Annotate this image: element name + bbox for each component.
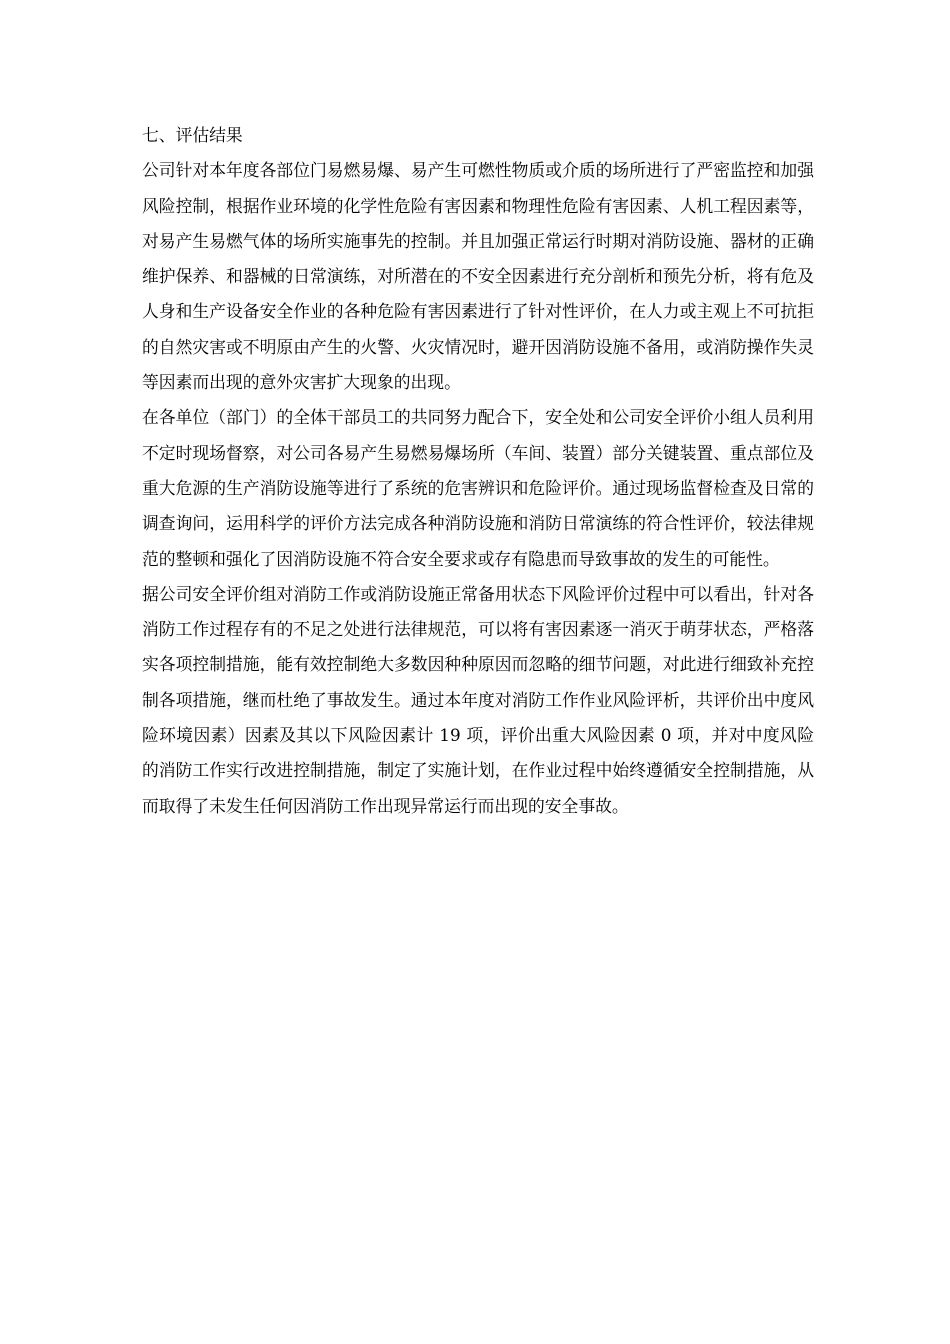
paragraph-2: 在各单位（部门）的全体干部员工的共同努力配合下，安全处和公司安全评价小组人员利用不定时现场督察，对公司各易产生易燃易爆场所（车间、装置）部分关键装置、重点部位及重大危源的生产消防设施等进行了系统的危害辨识和危险评价。通过现场监督检查及日常的调查询问，运用科学的评价方法完成各种消防设施和消防日常演练的符合性评价，较法律规范的整顿和强化了因消防设施不符合安全要求或存有隐患而导致事故的发生的可能性。	[142, 407, 814, 569]
document-body	[142, 118, 814, 824]
section-heading: 七、评估结果	[142, 125, 243, 145]
paragraph-1: 公司针对本年度各部位门易燃易爆、易产生可燃性物质或介质的场所进行了严密监控和加强风险控制，根据作业环境的化学性危险有害因素和物理性危险有害因素、人机工程因素等，对易产生易燃气体的场所实施事先的控制。并且加强正常运行时期对消防设施、器材的正确维护保养、和器械的日常演练，对所潜在的不安全因素进行充分剖析和预先分析，将有危及人身和生产设备安全作业的各种危险有害因素进行了针对性评价，在人力或主观上不可抗拒的自然灾害或不明原由产生的火警、火灾情况时，避开因消防设施不备用，或消防操作失灵等因素而出现的意外灾害扩大现象的出现。	[142, 160, 814, 393]
paragraph-3: 据公司安全评价组对消防工作或消防设施正常备用状态下风险评价过程中可以看出，针对各消防工作过程存有的不足之处进行法律规范，可以将有害因素逐一消灭于萌芽状态，严格落实各项控制措施，能有效控制绝大多数因种种原因而忽略的细节问题，对此进行细致补充控制各项措施，继而杜绝了事故发生。通过本年度对消防工作作业风险评析，共评价出中度风险环境因素）因素及其以下风险因素计 19 项，评价出重大风险因素 0 项，并对中度风险的消防工作实行改进控制措施，制定了实施计划，在作业过程中始终遵循安全控制措施，从而取得了未发生任何因消防工作出现异常运行而出现的安全事故。	[142, 583, 814, 816]
